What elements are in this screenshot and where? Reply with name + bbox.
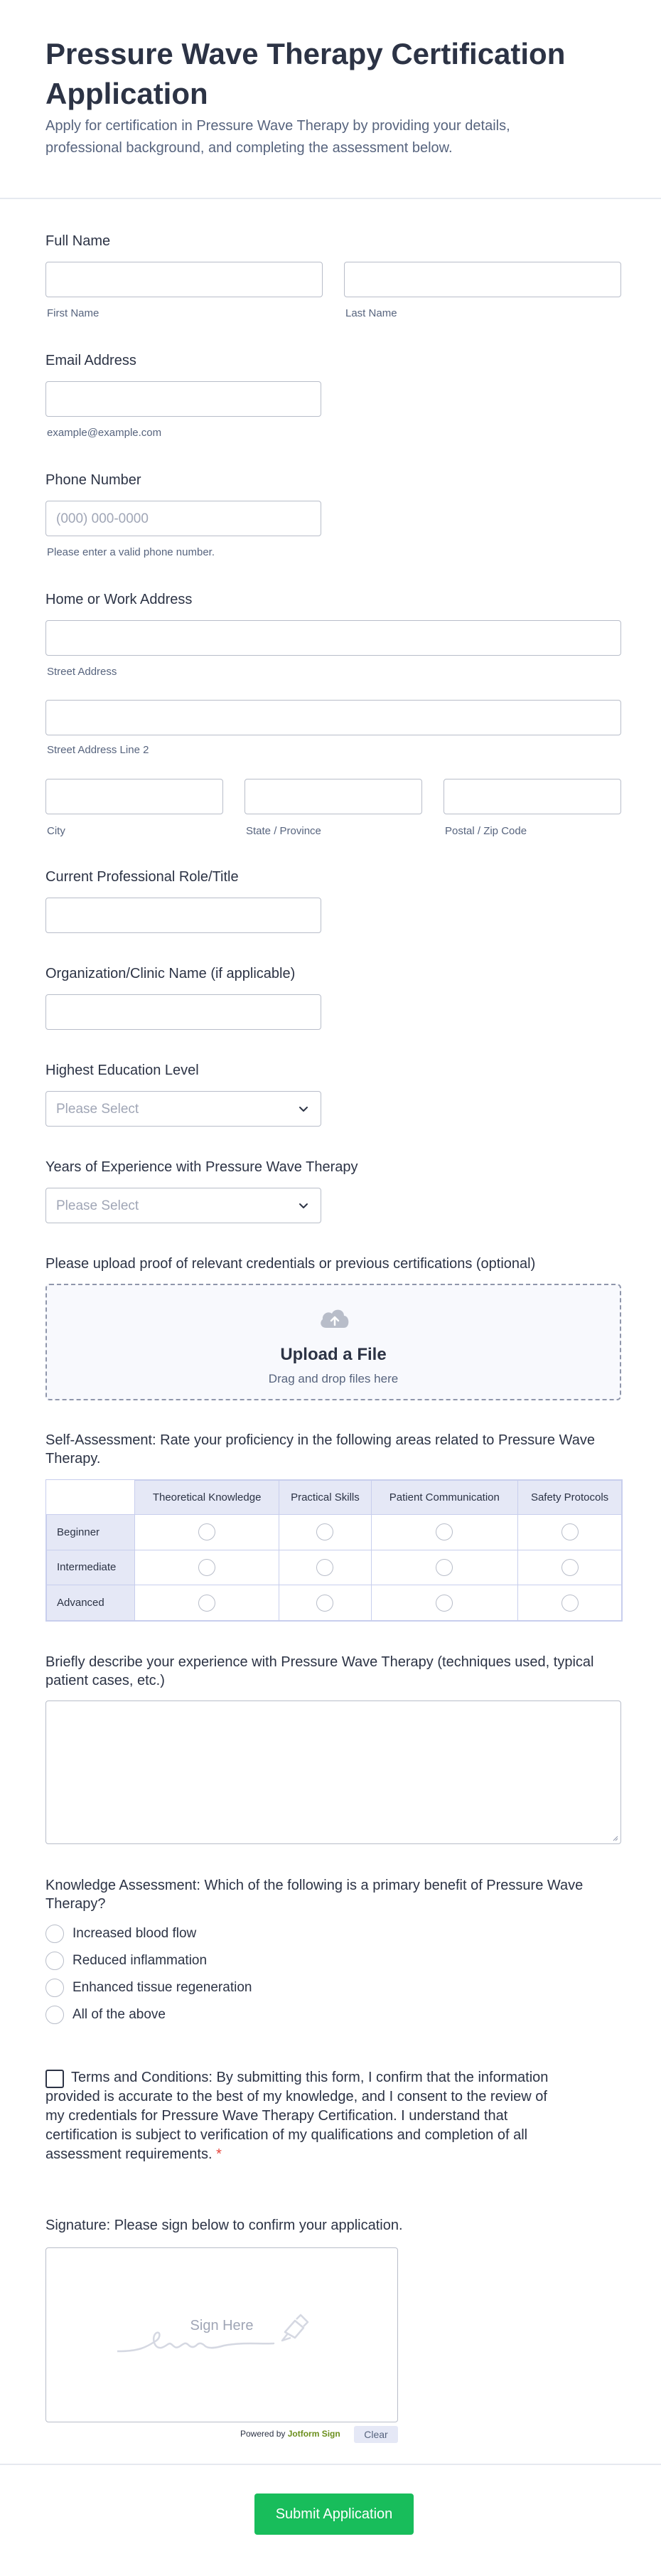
matrix-radio[interactable]: [561, 1559, 579, 1576]
organization-label: Organization/Clinic Name (if applicable): [45, 966, 296, 981]
radio-button[interactable]: [45, 1925, 64, 1943]
matrix-radio[interactable]: [198, 1523, 215, 1540]
email-input[interactable]: [45, 381, 321, 417]
education-select[interactable]: [45, 1091, 321, 1127]
matrix-col-header: Safety Protocols: [518, 1481, 622, 1515]
resize-grip-icon[interactable]: [611, 1834, 618, 1841]
matrix-radio[interactable]: [316, 1559, 333, 1576]
matrix-row-label: Beginner: [47, 1515, 135, 1550]
matrix-radio[interactable]: [316, 1523, 333, 1540]
city-input[interactable]: [45, 779, 223, 814]
knowledge-option-label: Reduced inflammation: [72, 1953, 208, 1968]
email-label: Email Address: [45, 353, 136, 368]
street-address-sublabel: Street Address: [47, 666, 117, 678]
clear-signature-button[interactable]: Clear: [354, 2426, 398, 2443]
zip-sublabel: Postal / Zip Code: [445, 825, 527, 837]
street-address-input[interactable]: [45, 620, 621, 656]
first-name-input[interactable]: [45, 262, 323, 297]
knowledge-option-label: Increased blood flow: [72, 1926, 197, 1941]
matrix-radio[interactable]: [436, 1559, 453, 1576]
matrix-col-header: Practical Skills: [279, 1481, 371, 1515]
required-mark: *: [216, 2146, 222, 2162]
full-name-label: Full Name: [45, 233, 111, 249]
education-label: Highest Education Level: [45, 1063, 199, 1078]
cloud-upload-icon: [317, 1304, 353, 1332]
phone-label: Phone Number: [45, 472, 141, 488]
matrix-row-label: Advanced: [47, 1585, 135, 1621]
role-label: Current Professional Role/Title: [45, 869, 239, 885]
address-label: Home or Work Address: [45, 592, 193, 607]
education-placeholder: Please Select: [56, 1102, 139, 1117]
street-address-2-sublabel: Street Address Line 2: [47, 744, 149, 756]
self-assessment-label: Self-Assessment: Rate your proficiency in the following areas related to Pressure Wave Therapy.: [45, 1432, 595, 1467]
signature-hint: Sign Here: [190, 2318, 254, 2333]
experience-years-label: Years of Experience with Pressure Wave Therapy: [45, 1159, 358, 1175]
state-input[interactable]: [244, 779, 422, 814]
experience-description-textarea[interactable]: [45, 1701, 621, 1844]
phone-placeholder: (000) 000-0000: [56, 511, 149, 526]
signature-pad[interactable]: [45, 2247, 398, 2422]
form-title: Pressure Wave Therapy Certification Application: [45, 37, 566, 110]
matrix-radio[interactable]: [198, 1559, 215, 1576]
powered-by-brand: Jotform Sign: [287, 2429, 340, 2439]
matrix-radio[interactable]: [561, 1523, 579, 1540]
self-assessment-matrix: [45, 1479, 623, 1622]
upload-hint: Drag and drop files here: [268, 1372, 399, 1385]
knowledge-option-label: Enhanced tissue regeneration: [72, 1980, 252, 1995]
matrix-col-header: Theoretical Knowledge: [135, 1481, 279, 1515]
last-name-input[interactable]: [344, 262, 621, 297]
first-name-sublabel: First Name: [47, 307, 100, 319]
state-sublabel: State / Province: [246, 825, 321, 837]
email-sublabel: example@example.com: [47, 427, 162, 439]
form-subtitle: Apply for certification in Pressure Wave Therapy by providing your details, professional background, and completing the assessment below.: [45, 118, 510, 156]
matrix-radio[interactable]: [198, 1595, 215, 1612]
upload-title: Upload a File: [280, 1345, 387, 1364]
knowledge-option-label: All of the above: [72, 2007, 166, 2022]
matrix-row-label: Intermediate: [47, 1550, 135, 1585]
chevron-down-icon: [296, 1198, 311, 1213]
matrix-radio[interactable]: [561, 1595, 579, 1612]
upload-label: Please upload proof of relevant credentials or previous certifications (optional): [45, 1256, 536, 1272]
form-header: [0, 0, 661, 199]
matrix-corner: [47, 1481, 135, 1515]
powered-by-prefix: Powered by: [240, 2429, 286, 2439]
experience-years-select[interactable]: [45, 1188, 321, 1223]
submit-button[interactable]: Submit Application: [254, 2493, 414, 2535]
powered-by-text: [240, 2429, 340, 2439]
radio-button[interactable]: [45, 2006, 64, 2024]
experience-years-placeholder: Please Select: [56, 1198, 139, 1213]
knowledge-label: Knowledge Assessment: Which of the following is a primary benefit of Pressure Wave Therapy?: [45, 1878, 584, 1912]
terms-text-block: [45, 2068, 564, 2164]
matrix-col-header: Patient Communication: [371, 1481, 518, 1515]
last-name-sublabel: Last Name: [345, 307, 397, 319]
role-input[interactable]: [45, 898, 321, 933]
street-address-2-input[interactable]: [45, 700, 621, 735]
radio-button[interactable]: [45, 1979, 64, 1997]
signature-label: Signature: Please sign below to confirm your application.: [45, 2218, 403, 2233]
signature-pen-icon: [117, 2312, 330, 2362]
terms-text: Terms and Conditions: By submitting this form, I confirm that the information provided is accurate to the best of my knowledge, and I consent to the review of my credentials for Pressure Wave Therapy Certification. I understand that certification is subject to verification of my qualifications and completion of all assessment requirements.: [45, 2070, 549, 2162]
file-upload-dropzone[interactable]: [45, 1284, 621, 1400]
city-sublabel: City: [47, 825, 65, 837]
zip-input[interactable]: [444, 779, 621, 814]
experience-description-label: Briefly describe your experience with Pressure Wave Therapy (techniques used, typical patient cases, etc.): [45, 1654, 594, 1688]
radio-button[interactable]: [45, 1952, 64, 1970]
phone-input[interactable]: [45, 501, 321, 536]
matrix-radio[interactable]: [436, 1595, 453, 1612]
phone-sublabel: Please enter a valid phone number.: [47, 546, 215, 558]
chevron-down-icon: [296, 1102, 311, 1116]
matrix-radio[interactable]: [316, 1595, 333, 1612]
organization-input[interactable]: [45, 994, 321, 1030]
matrix-radio[interactable]: [436, 1523, 453, 1540]
